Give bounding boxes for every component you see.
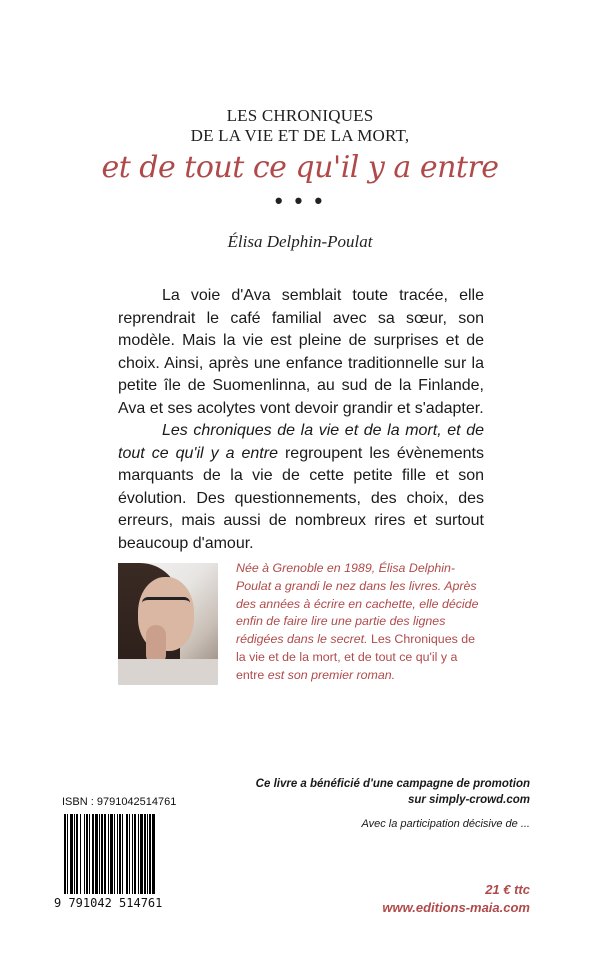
blurb-paragraph-1: La voie d'Ava semblait toute tracée, elle reprendrait le café familial avec sa sœur, son modèle. Mais la vie est pleine de surprises et de choix. Ainsi, après une enfance traditionnelle sur la petite île de Suomenlinna, au sud de la Finlande, Ava et ses acolytes vont devoir grandir et s'adapter. [118, 287, 484, 417]
bio-text-1: Née à Grenoble en 1989, Élisa Delphin-Poulat a grandi le nez dans les livres. Après des années à écrire en cachette, elle décide enfin de faire lire une partie des lignes rédigées dans le secret. [236, 561, 479, 647]
publisher-website[interactable]: www.editions-maia.com [382, 900, 530, 915]
book-title-line-2: DE LA VIE ET DE LA MORT, [190, 126, 410, 145]
book-title-line-1: LES CHRONIQUES [226, 106, 374, 125]
back-cover-blurb [118, 285, 484, 555]
author-name: Élisa Delphin-Poulat [227, 232, 373, 251]
promo-notice [256, 776, 530, 808]
bio-text-3: premier roman. [311, 667, 396, 682]
promo-line-2: sur simply-crowd.com [407, 794, 530, 806]
blurb-paragraph-2-text: regroupent les évènements marquants de la vie de cette petite fille et son évolution. Des questionnements, des choix, des erreurs, mais aussi de nombreux rires et surtout beaucoup d'amour. [118, 444, 485, 552]
bio-text-2: est son [264, 667, 312, 682]
barcode-digits: 9 791042 514761 [54, 896, 163, 910]
price: 21 € ttc [485, 882, 530, 897]
separator-dots: • • • [274, 188, 326, 213]
promo-line-1: Ce livre a bénéficié d'une campagne de promotion [255, 778, 530, 790]
barcode-icon [64, 814, 182, 902]
participation-note: Avec la participation décisive de ... [361, 818, 530, 830]
blurb-book-title: Les chroniques de la vie et de la mort, et de tout ce qu'il y a entre [118, 422, 484, 462]
bio-book-title: Les Chroniques de la vie et de la mort, et de tout ce qu'il y a entre [236, 632, 476, 682]
book-subtitle: et de tout ce qu'il y a entre [101, 150, 499, 185]
blurb-paragraph-2 [118, 420, 484, 555]
author-photo [118, 563, 218, 685]
isbn-label: ISBN : 9791042514761 [62, 796, 177, 808]
author-bio [236, 560, 488, 685]
